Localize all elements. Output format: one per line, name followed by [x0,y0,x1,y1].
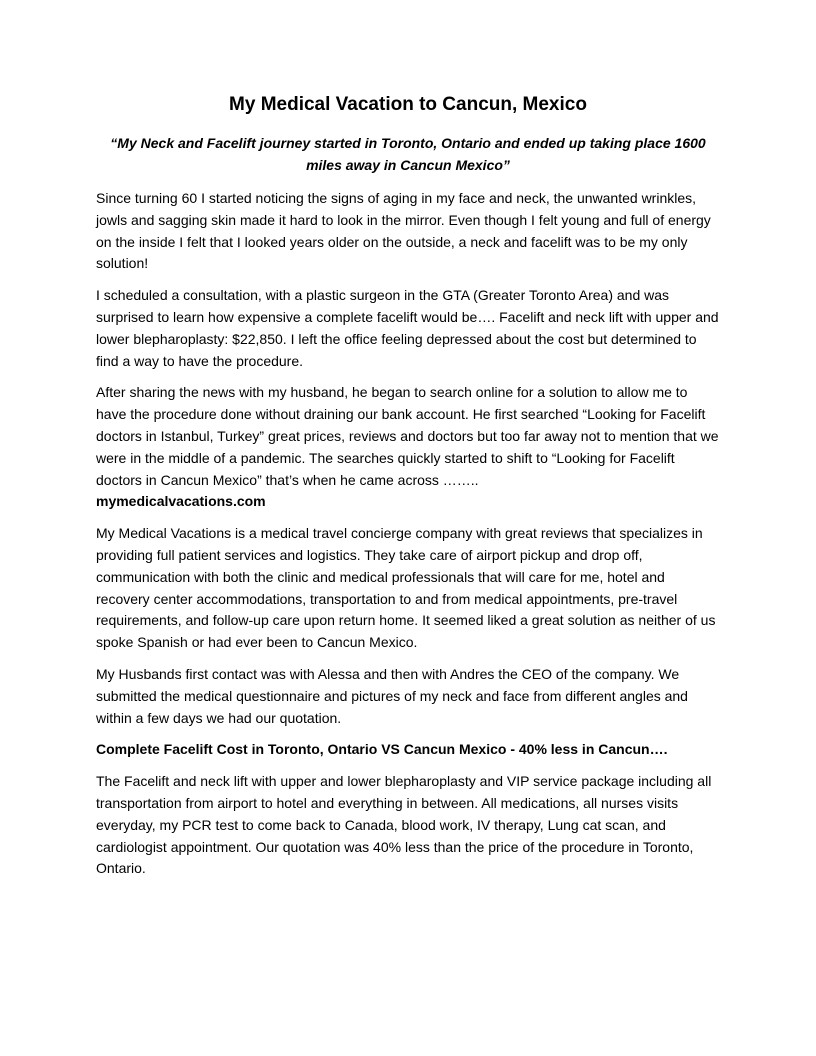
document-page [96,92,720,890]
document-title: My Medical Vacation to Cancun, Mexico [229,94,587,115]
paragraph-contact: My Husbands first contact was with Alessa and then with Andres the CEO of the company. We submitted the medical questionnaire and pictures of my neck and face from different angles and within a few days we had our quotation. [96,665,688,726]
paragraph-search [96,382,720,513]
paragraph-consultation: I scheduled a consultation, with a plastic surgeon in the GTA (Greater Toronto Area) and was surprised to learn how expensive a complete facelift would be…. Facelift and neck lift with upper and lower blepharoplasty: $22,850. I left the office feeling depressed about the cost but determined to find a way to have the procedure. [96,287,719,369]
paragraph-search-text: After sharing the news with my husband, he began to search online for a solution to allow me to have the procedure done without draining our bank account. He first searched “Looking for Facelift doctors in Istanbul, Turkey” great prices, reviews and doctors but too far away not to mention that we were in the middle of a pandemic. The searches quickly started to shift to “Looking for Facelift doctors in Cancun Mexico” that’s when he came across …….. [96,384,719,488]
website-link[interactable]: mymedicalvacations.com [96,493,266,510]
section-heading: Complete Facelift Cost in Toronto, Ontario VS Cancun Mexico - 40% less in Cancun…. [96,741,668,758]
document-subtitle: “My Neck and Facelift journey started in Toronto, Ontario and ended up taking place 1600 miles away in Cancun Mexico” [110,135,706,173]
paragraph-company: My Medical Vacations is a medical travel concierge company with great reviews that specializes in providing full patient services and logistics. They take care of airport pickup and drop off, communication with both the clinic and medical professionals that will care for me, hotel and recovery center accommodations, transportation to and from medical appointments, pre-travel requirements, and follow-up care upon return home. It seemed liked a great solution as neither of us spoke Spanish or had ever been to Cancun Mexico. [96,525,716,651]
paragraph-aging: Since turning 60 I started noticing the signs of aging in my face and neck, the unwanted wrinkles, jowls and sagging skin made it hard to look in the mirror. Even though I felt young and full of energy on the inside I felt that I looked years older on the outside, a neck and facelift was to be my only solution! [96,190,711,272]
paragraph-quotation: The Facelift and neck lift with upper and lower blepharoplasty and VIP service package including all transportation from airport to hotel and everything in between. All medications, all nurses visits everyday, my PCR test to come back to Canada, blood work, IV therapy, Lung cat scan, and cardiologist appointment. Our quotation was 40% less than the price of the procedure in Toronto, Ontario. [96,773,712,877]
